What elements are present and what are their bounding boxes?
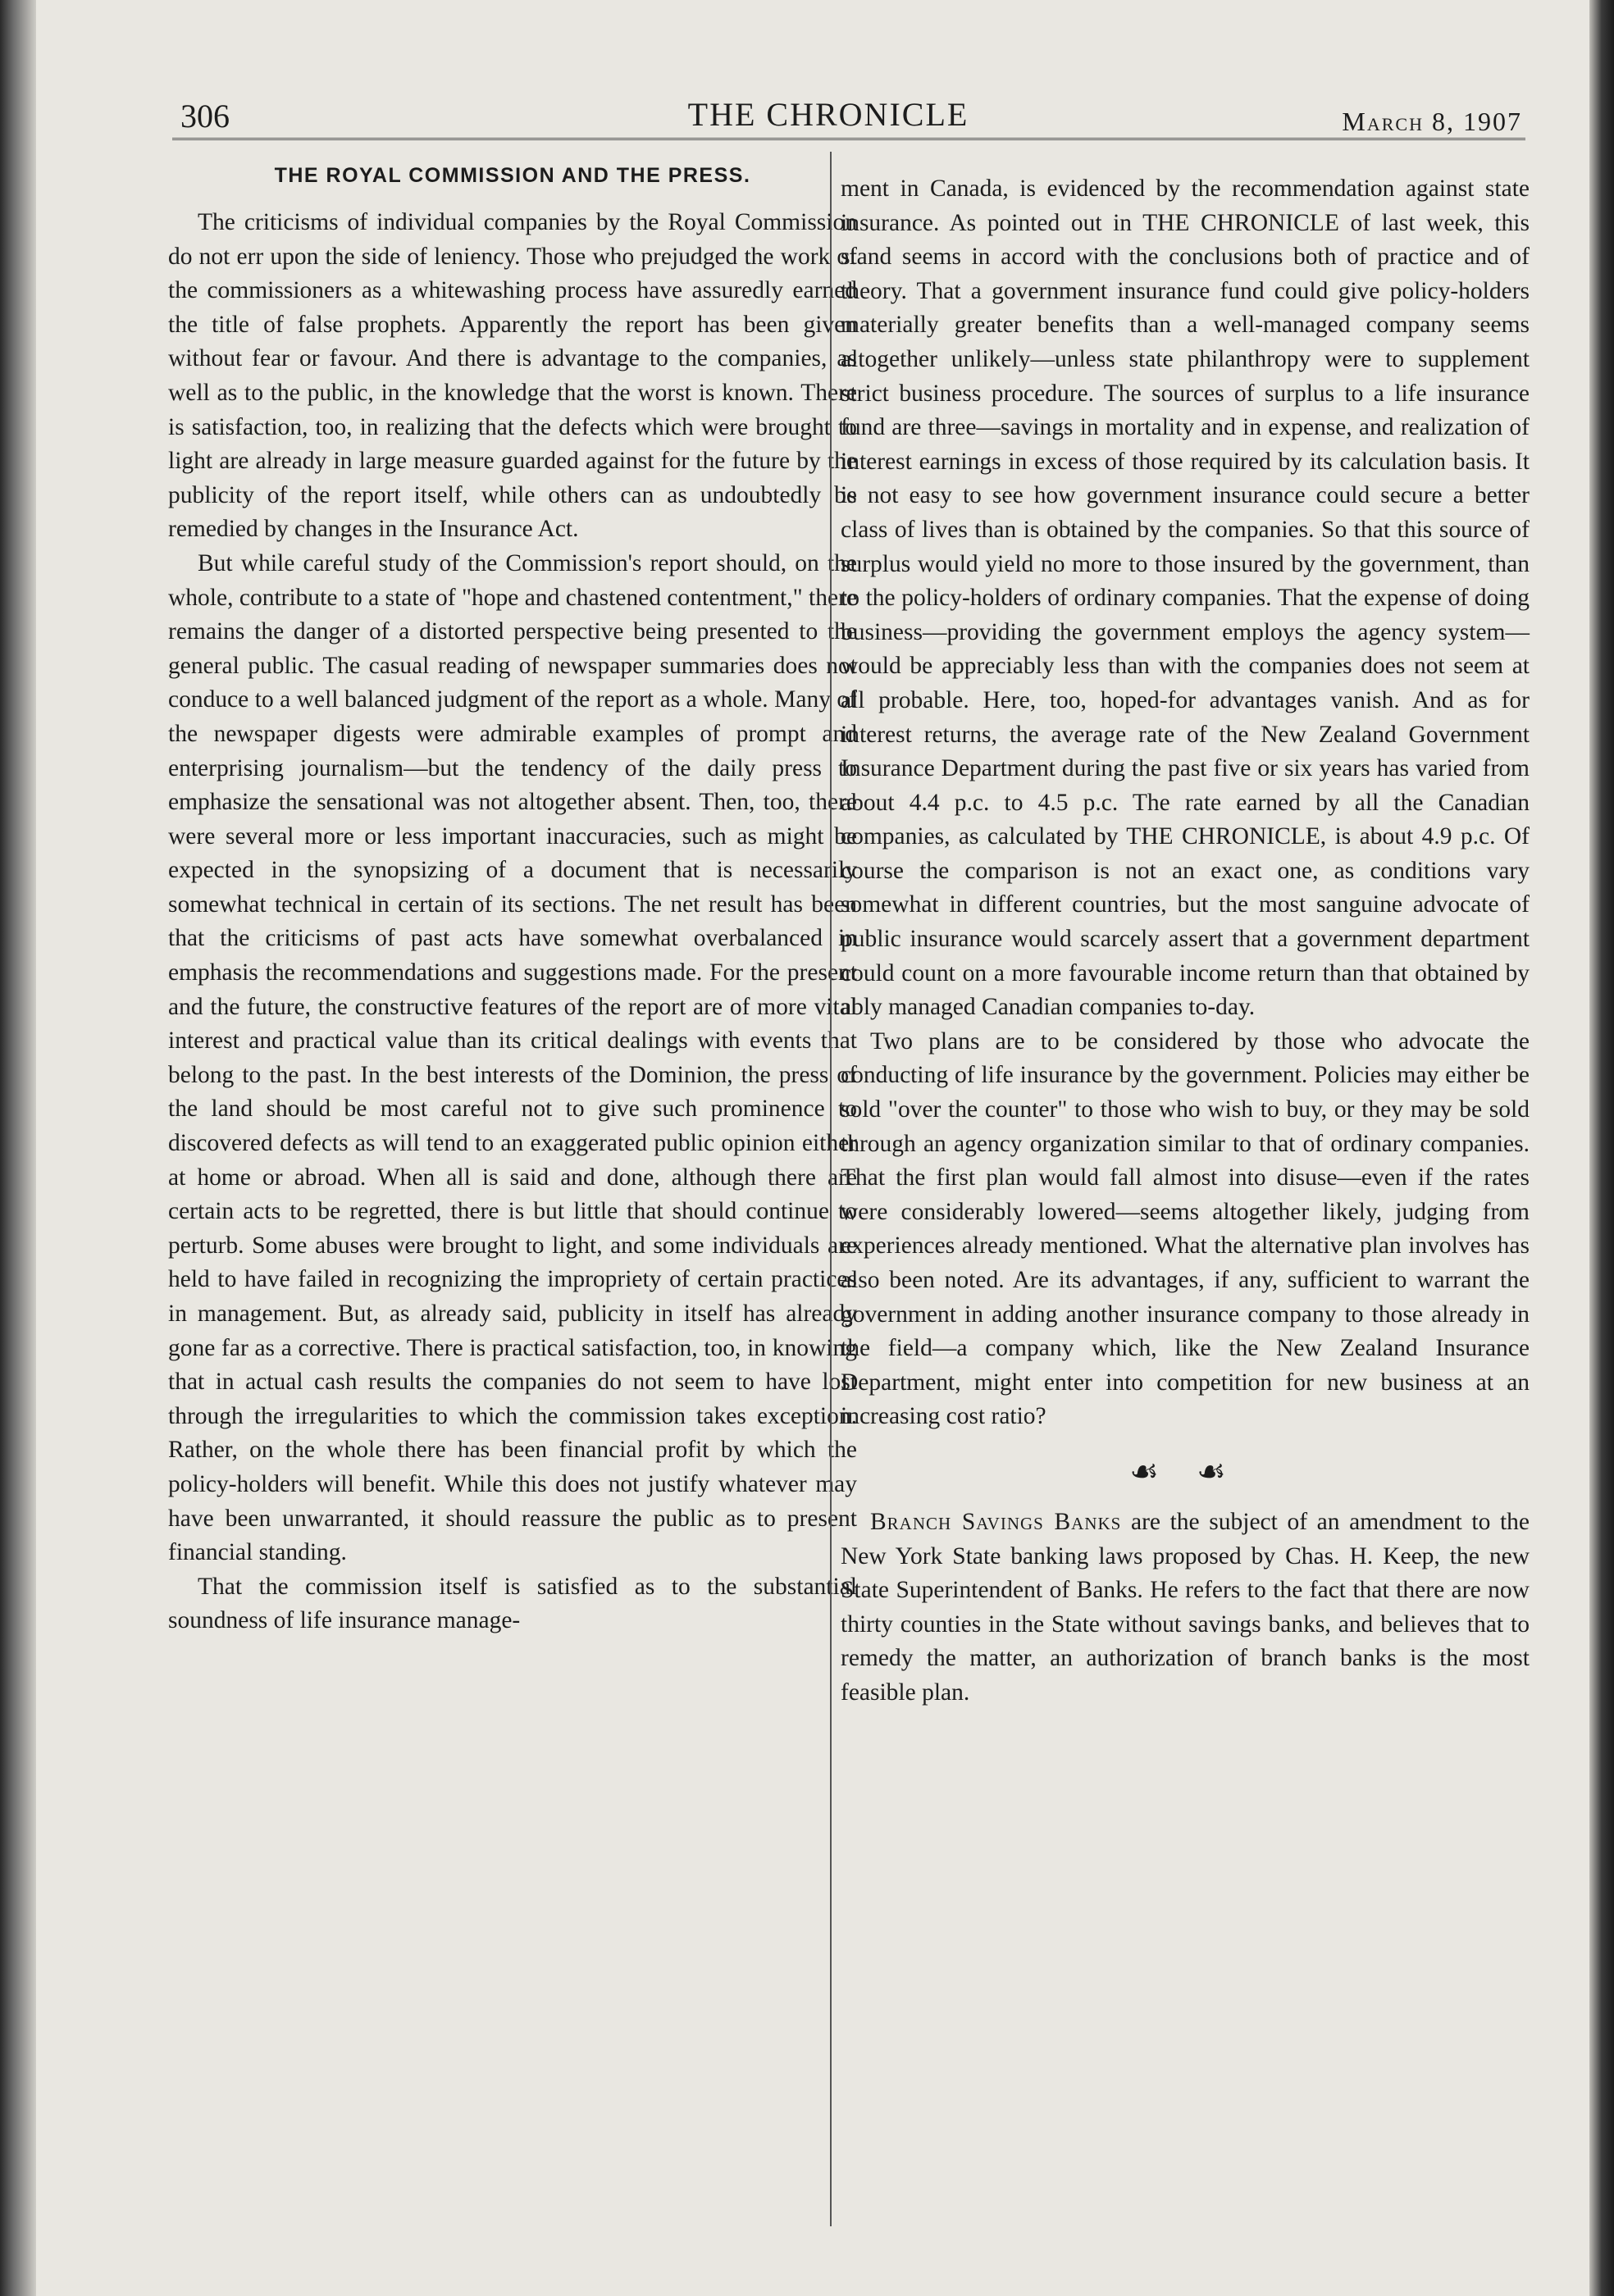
right-column	[841, 172, 1530, 1711]
article-paragraph: The criticisms of individual companies by the Royal Commission do not err upon the side of leniency. Those who prejudged the work of the commissioners as a whitewashing process have assuredly earned the title of false prophets. Apparently the report has been given without fear or favour. And there is advantage to the companies, as well as to the public, in the knowledge that the worst is known. There is satisfaction, too, in realizing that the defects which were brought to light are already in large measure guarded against for the future by the publicity of the report itself, while others can as undoubtedly be remedied by changes in the Insurance Act.	[168, 209, 857, 543]
journal-title: THE CHRONICLE	[687, 96, 969, 133]
issue-date: March 8, 1907	[1342, 107, 1522, 136]
page-number: 306	[180, 98, 230, 134]
article-title: THE ROYAL COMMISSION AND THE PRESS.	[274, 164, 751, 187]
article-paragraph: That the commission itself is satisfied as to the substantial soundness of life insurance manage-	[168, 1573, 857, 1634]
running-header	[123, 82, 1534, 136]
newspaper-page	[123, 66, 1534, 2230]
news-item	[841, 1506, 1530, 1711]
article-paragraph: ment in Canada, is evidenced by the recommendation against state insurance. As pointed out in THE CHRONICLE of last week, this stand seems in accord with the conclusions both of practice and of theory. That a government insurance fund could give policy-holders materially greater benefits than a well-managed company seems altogether unlikely—unless state philanthropy were to supplement strict business procedure. The sources of surplus to a life insurance fund are three—savings in mortality and in expense, and realization of interest earnings in excess of those required by its calculation basis. It is not easy to see how government insurance could secure a better class of lives than is obtained by the companies. So that this source of surplus would yield no more to those insured by the government, than to the policy-holders of ordinary companies. That the expense of doing business—providing the government employs the agency system—would be appreciably less than with the companies does not seem at all probable. Here, too, hoped-for advantages vanish. And as for interest returns, the average rate of the New Zealand Government Insurance Department during the past five or six years has varied from about 4.4 p.c. to 4.5 p.c. The rate earned by all the Canadian companies, as calculated by THE CHRONICLE, is about 4.9 p.c. Of course the comparison is not an exact one, as conditions vary somewhat in different countries, but the most sanguine advocate of public insurance would scarcely assert that a government department could count on a more favourable income return than that obtained by ably managed Canadian companies to-day.	[841, 175, 1530, 1021]
article-paragraph: But while careful study of the Commission's report should, on the whole, contribute to a state of "hope and chastened contentment," there remains the danger of a distorted perspective being presented to the general public. The casual reading of newspaper summaries does not conduce to a well balanced judgment of the report as a whole. Many of the newspaper digests were admirable examples of prompt and enterprising journalism—but the tendency of the daily press to emphasize the sensational was not altogether absent. Then, too, there were several more or less important inaccuracies, such as might be expected in the synopsizing of a document that is necessarily somewhat technical in certain of its sections. The net result has been that the criticisms of past acts have somewhat overbalanced in emphasis the recommendations and suggestions made. For the present and the future, the constructive features of the report are of more vital interest and practical value than its critical dealings with events that belong to the past. In the best interests of the Dominion, the press of the land should be most careful not to give such prominence to discovered defects as will tend to an exaggerated public opinion either at home or abroad. When all is said and done, although there are certain acts to be regretted, there is but little that should continue to perturb. Some abuses were brought to light, and some individuals are held to have failed in recognizing the impropriety of certain practices in management. But, as already said, publicity in itself has already gone far as a corrective. There is practical satisfaction, too, in knowing that in actual cash results the companies do not seem to have lost through the irregularities to which the commission takes exception. Rather, on the whole there has been financial profit by which the policy-holders will benefit. While this does not justify whatever may have been unwarranted, it should reassure the public as to present financial standing.	[168, 549, 857, 1566]
scan-shadow-left	[0, 0, 36, 2296]
scan-shadow-right	[1589, 0, 1614, 2296]
news-item-text: are the subject of an amendment to the New York State banking laws proposed by Chas. H. Keep, the new State Superintendent of Banks. He refers to the fact that there are now thirty counties in the State without savings banks, and believes that to remedy the matter, an authorization of branch banks is the most feasible plan.	[841, 1508, 1530, 1706]
article-paragraph: Two plans are to be considered by those who advocate the conducting of life insurance by the government. Policies may either be sold "over the counter" to those who wish to buy, or they may be sold through an agency organization similar to that of ordinary companies. That the first plan would fall almost into disuse—even if the rates were considerably lowered—seems altogether likely, judging from experiences already mentioned. What the alternative plan involves has also been noted. Are its advantages, if any, sufficient to warrant the government in adding another insurance company to those already in the field—a company which, like the New Zealand Insurance Department, might enter into competition for new business at an increasing cost ratio?	[841, 1027, 1530, 1430]
left-column	[168, 164, 857, 1638]
header-rule	[172, 138, 1525, 140]
news-item-lead-in: Branch Savings Banks	[870, 1508, 1122, 1535]
fleuron-ornament: ☙ ☙	[1129, 1452, 1241, 1490]
column-divider	[830, 152, 832, 2226]
